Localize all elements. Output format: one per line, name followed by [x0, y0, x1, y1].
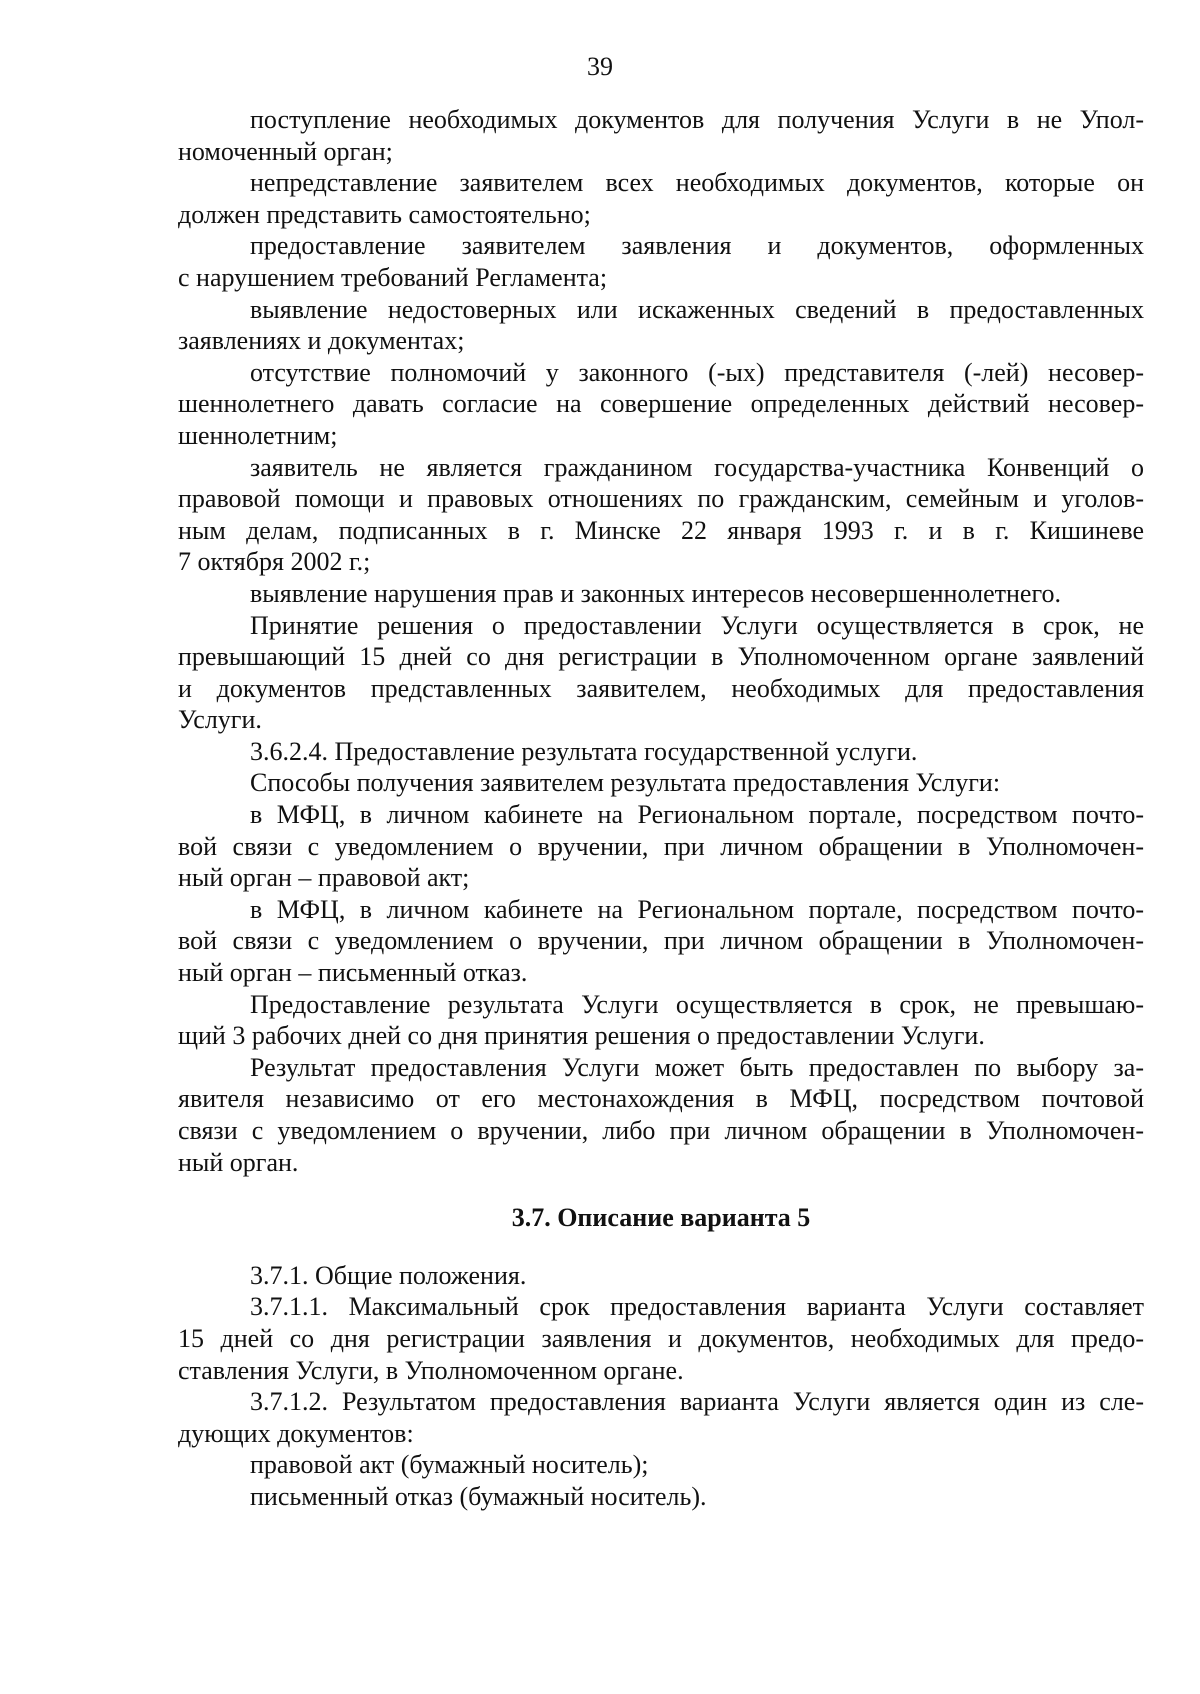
- paragraph: [178, 767, 1144, 799]
- text-line: шеннолетнего давать согласие на совершение определенных действий несовер-: [178, 389, 1144, 419]
- text-line: дующих документов:: [178, 1418, 414, 1448]
- text-line: Услуги.: [178, 705, 262, 735]
- paragraph: [178, 578, 1144, 610]
- paragraph: [178, 1052, 1144, 1178]
- text-line: 15 дней со дня регистрации заявления и документов, необходимых для предо-: [178, 1323, 1144, 1353]
- paragraphs-bottom: [178, 1260, 1144, 1513]
- text-line: выявление недостоверных или искаженных сведений в предоставленных: [250, 294, 1144, 324]
- text-line: ставления Услуги, в Уполномоченном органе.: [178, 1355, 684, 1385]
- paragraph: [178, 167, 1144, 230]
- text-line: вой связи с уведомлением о вручении, при личном обращении в Уполномочен-: [178, 926, 1144, 956]
- paragraph: [178, 1449, 1144, 1481]
- paragraph: [178, 989, 1144, 1052]
- text-line: письменный отказ (бумажный носитель).: [250, 1481, 707, 1511]
- section-heading: 3.7. Описание варианта 5: [511, 1203, 811, 1233]
- paragraph: [178, 357, 1144, 452]
- paragraph: [178, 230, 1144, 293]
- paragraph: [178, 736, 1144, 768]
- paragraph: [178, 610, 1144, 736]
- text-line: явителя независимо от его местонахождения в МФЦ, посредством почтовой: [178, 1084, 1144, 1114]
- paragraph: [178, 452, 1144, 578]
- text-line: ным делам, подписанных в г. Минске 22 января 1993 г. и в г. Кишиневе: [178, 515, 1144, 545]
- text-line: заявлениях и документах;: [178, 326, 465, 356]
- paragraph: [178, 1291, 1144, 1386]
- text-line: Предоставление результата Услуги осуществляется в срок, не превышаю-: [250, 989, 1144, 1019]
- text-line: отсутствие полномочий у законного (-ых) представителя (-лей) несовер-: [250, 357, 1144, 387]
- paragraph: [178, 104, 1144, 167]
- page-number: 39: [587, 52, 613, 81]
- text-line: превышающий 15 дней со дня регистрации в Уполномоченном органе заявлений: [178, 642, 1144, 672]
- text-line: правовой помощи и правовых отношениях по гражданским, семейным и уголов-: [178, 484, 1144, 514]
- text-line: щий 3 рабочих дней со дня принятия решения о предоставлении Услуги.: [178, 1021, 985, 1051]
- text-line: должен представить самостоятельно;: [178, 199, 591, 229]
- text-line: Принятие решения о предоставлении Услуги осуществляется в срок, не: [250, 610, 1144, 640]
- text-line: заявитель не является гражданином государства-участника Конвенций о: [250, 452, 1144, 482]
- paragraph: [178, 894, 1144, 989]
- text-line: ный орган – письменный отказ.: [178, 958, 528, 988]
- text-line: 7 октября 2002 г.;: [178, 547, 371, 577]
- text-line: правовой акт (бумажный носитель);: [250, 1450, 649, 1480]
- text-line: ный орган – правовой акт;: [178, 863, 470, 893]
- paragraph: [178, 1386, 1144, 1449]
- text-line: в МФЦ, в личном кабинете на Региональном портале, посредством почто-: [250, 894, 1144, 924]
- text-line: вой связи с уведомлением о вручении, при личном обращении в Уполномочен-: [178, 831, 1144, 861]
- text-line: 3.7.1. Общие положения.: [250, 1260, 527, 1290]
- text-line: 3.7.1.2. Результатом предоставления варианта Услуги является один из сле-: [250, 1387, 1144, 1417]
- text-line: предоставление заявителем заявления и документов, оформленных: [250, 231, 1144, 261]
- text-line: 3.6.2.4. Предоставление результата государственной услуги.: [250, 736, 918, 766]
- text-line: и документов представленных заявителем, необходимых для предоставления: [178, 673, 1144, 703]
- paragraph: [178, 799, 1144, 894]
- text-line: шеннолетним;: [178, 420, 338, 450]
- text-line: непредставление заявителем всех необходимых документов, которые он: [250, 168, 1144, 198]
- text-line: в МФЦ, в личном кабинете на Региональном портале, посредством почто-: [250, 800, 1144, 830]
- text-line: с нарушением требований Регламента;: [178, 262, 608, 292]
- text-line: поступление необходимых документов для получения Услуги в не Упол-: [250, 105, 1144, 134]
- text-line: номоченный орган;: [178, 136, 393, 166]
- text-line: ный орган.: [178, 1147, 299, 1177]
- paragraph: [178, 1260, 1144, 1292]
- text-line: Результат предоставления Услуги может быть предоставлен по выбору за-: [250, 1052, 1144, 1082]
- text-line: выявление нарушения прав и законных интересов несовершеннолетнего.: [250, 578, 1061, 608]
- paragraph: [178, 294, 1144, 357]
- document-body: [178, 104, 1144, 1513]
- paragraphs-top: [178, 104, 1144, 1178]
- text-line: Способы получения заявителем результата предоставления Услуги:: [250, 768, 1001, 798]
- text-line: связи с уведомлением о вручении, либо при личном обращении в Уполномочен-: [178, 1116, 1144, 1145]
- paragraph: [178, 1481, 1144, 1513]
- text-line: 3.7.1.1. Максимальный срок предоставления варианта Услуги составляет: [250, 1292, 1144, 1322]
